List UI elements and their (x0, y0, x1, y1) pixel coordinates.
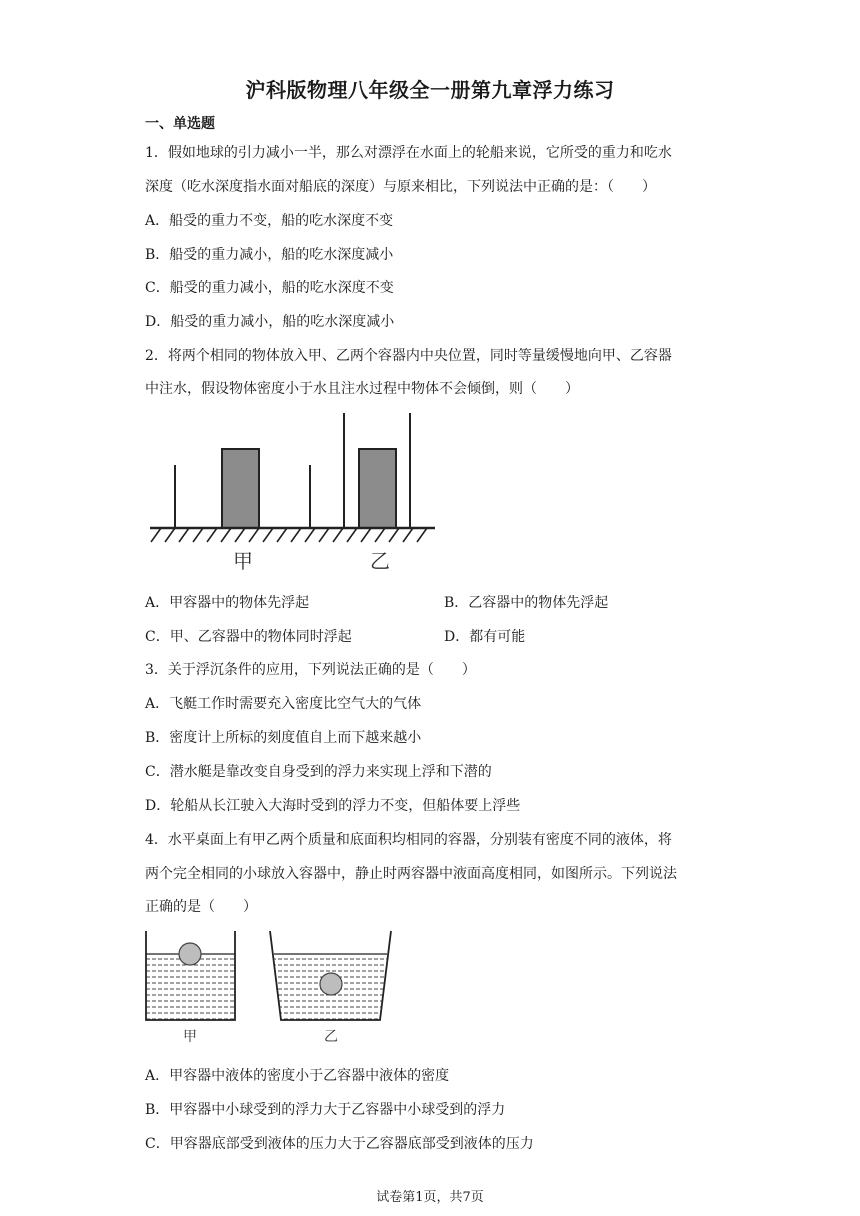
figure-label-jia: 甲 (233, 549, 253, 573)
question-2-text-line-2: 中注水，假设物体密度小于水且注水过程中物体不会倾倒，则（ ） (145, 381, 579, 397)
question-4-text-line-3: 正确的是（ ） (145, 899, 257, 915)
question-2-option-d: D．都有可能 (444, 629, 526, 645)
figure-balls-in-liquid-diagram (140, 926, 400, 1048)
question-1-option-b: B．船受的重力减小，船的吃水深度减小 (145, 247, 394, 263)
block-yi (359, 449, 396, 528)
section-heading: 一、单选题 (145, 116, 215, 132)
page-title: 沪科版物理八年级全一册第九章浮力练习 (245, 78, 615, 102)
question-1-text-line-2: 深度（吃水深度指水面对船底的深度）与原来相比，下列说法中正确的是：（ ） (145, 179, 656, 195)
question-3-option-c: C．潜水艇是靠改变自身受到的浮力来实现上浮和下潜的 (145, 764, 492, 780)
question-1-option-c: C．船受的重力减小，船的吃水深度不变 (145, 280, 394, 296)
ball-jia (179, 943, 201, 965)
question-2-option-c: C．甲、乙容器中的物体同时浮起 (145, 629, 352, 645)
ground-hatching (151, 528, 427, 542)
question-4-option-b: B．甲容器中小球受到的浮力大于乙容器中小球受到的浮力 (145, 1102, 506, 1118)
question-3-text: 3．关于浮沉条件的应用，下列说法正确的是（ ） (145, 662, 476, 678)
block-jia (222, 449, 259, 528)
figure-label-yi: 乙 (370, 549, 390, 573)
question-4-option-a: A．甲容器中液体的密度小于乙容器中液体的密度 (145, 1068, 450, 1084)
question-2-option-a: A．甲容器中的物体先浮起 (145, 595, 310, 611)
question-1-option-d: D．船受的重力减小，船的吃水深度减小 (145, 314, 395, 330)
figure-label-jia-2: 甲 (183, 1029, 197, 1045)
question-4-option-c: C．甲容器底部受到液体的压力大于乙容器底部受到液体的压力 (145, 1136, 534, 1152)
question-3-option-a: A．飞艇工作时需要充入密度比空气大的气体 (145, 696, 422, 712)
page-footer: 试卷第1页，共7页 (376, 1190, 484, 1205)
figure-label-yi-2: 乙 (324, 1029, 338, 1045)
question-4-text-line-1: 4．水平桌面上有甲乙两个质量和底面积均相同的容器，分别装有密度不同的液体，将 (145, 832, 672, 848)
question-1-text-line-1: 1．假如地球的引力减小一半，那么对漂浮在水面上的轮船来说，它所受的重力和吃水 (145, 145, 672, 161)
question-1-option-a: A．船受的重力不变，船的吃水深度不变 (145, 213, 394, 229)
question-2-text-line-1: 2．将两个相同的物体放入甲、乙两个容器内中央位置，同时等量缓慢地向甲、乙容器 (145, 348, 672, 364)
figure-containers-diagram (145, 408, 445, 578)
question-3-option-d: D．轮船从长江驶入大海时受到的浮力不变，但船体要上浮些 (145, 798, 521, 814)
question-3-option-b: B．密度计上所标的刻度值自上而下越来越小 (145, 730, 422, 746)
ball-yi (320, 973, 342, 995)
question-2-option-b: B．乙容器中的物体先浮起 (444, 595, 609, 611)
question-4-text-line-2: 两个完全相同的小球放入容器中，静止时两容器中液面高度相同，如图所示。下列说法 (145, 866, 677, 882)
